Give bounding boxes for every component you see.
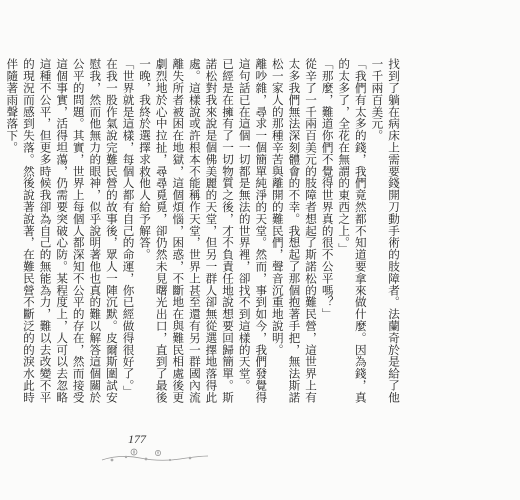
paragraph: 離吵雜，尋求一個簡單純淨的天堂。然而，事到如今，我們發覺得這句話已在這個一切都是無法的世界裡，卻找不到這樣的天堂。 [237, 58, 269, 404]
paragraph: 已經是在擁有了一切物質之後，才不負責任地說想要回歸簡單。斯諾松對我來說是個佛美麗的天堂，但另一群人卻無從選擇地落得此處。這樣說或許根本不能稱作天堂，世界上甚至還有另一群國內流離失所者被困在地獄，這個煩惱，困惑，不斷地在與難民相處後更劇烈地於心中拉扯，尋尋覓覓，卻仍然未見曙光出口，直到了最後一晚，我終於選擇求救他人給予解答。 [138, 58, 236, 404]
paragraph: 找到了躺在病床上需要錢開刀動手術的肢障者。法蘭奇於是給了他一千兩百美元。 [370, 58, 401, 404]
paragraph: 「世界就是這樣，每個人都有自己的命運，你已經做得很好了。」在我一股作氣說完難民營的故事後，眾人一陣沉默。皮爾斯圍試安慰我，然而他無力的眼神，似乎說明著他也真的難以解答這個關於公平的問題。其實，世界上每個人都深知不公平的存在，然而接受這個事實，活得坦蕩，仍需要突破心防。某程度上，人可以去忽略這種不公平，但更多時候我卻為自己的無能為力，難以去改變不平的現況而感到失落。然後說著說著，在難民營不斷泛的的淚水此時伴隨著雨聲落下。 [5, 58, 136, 404]
paragraph: 「我們有太多的錢，我們竟然都不知道要拿來做什麼。因為錢，真的太多了，全花在無謂的東西之上。」 [337, 58, 368, 404]
floral-ornament [100, 438, 210, 466]
paragraph: 從辛了一千兩百美元的肢障者想起了斯諾松的難民營，這世界上有太多我們無法深刻體會的不幸。我想起了那個抱著手把，無法斯諾松一家人的那種辛苦與離開的難民們，聲音沉重地說明。 [270, 58, 319, 404]
page-number: 177 [128, 432, 146, 446]
vertical-text-body [5, 58, 402, 406]
paragraph: 「那麼，難道你們不覺得世界真的很不公平嗎？」 [320, 58, 335, 320]
